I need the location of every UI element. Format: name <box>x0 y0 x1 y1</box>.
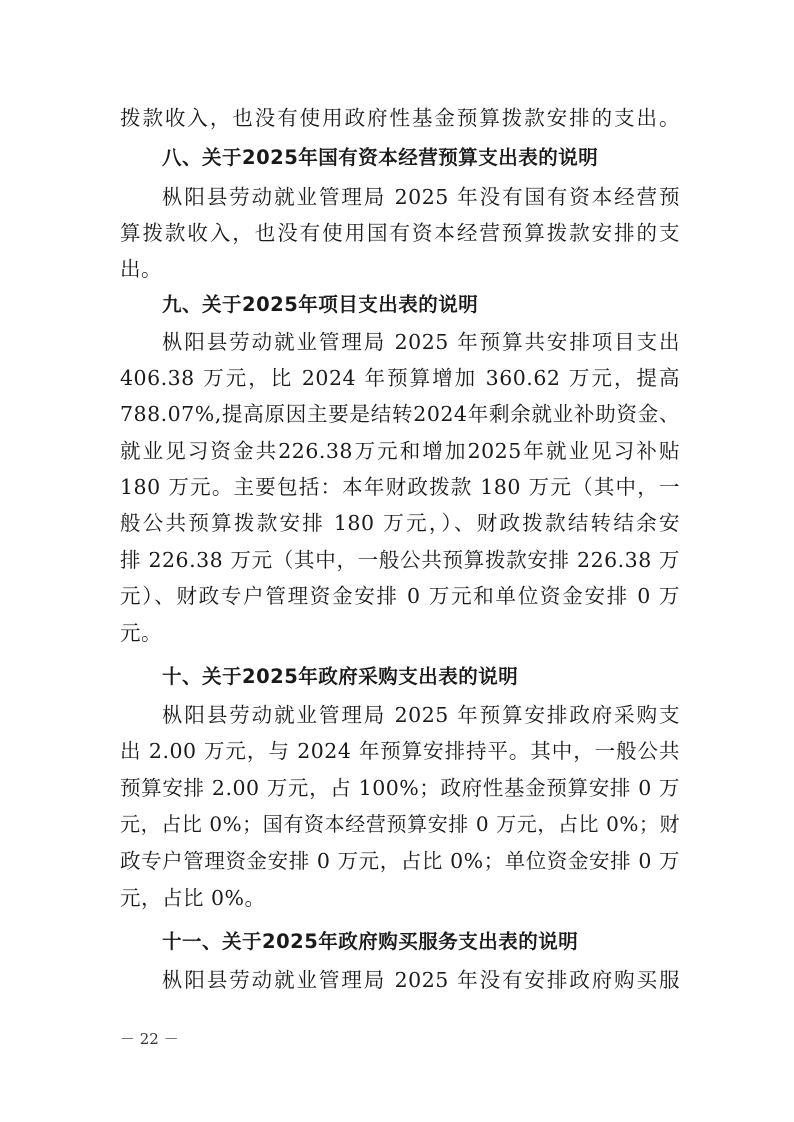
body-line: 788.07%,提高原因主要是结转2024年剩余就业补助资金、 <box>120 402 680 426</box>
body-line: 般公共预算拨款安排 180 万元，）、财政拨款结转结余安 <box>120 511 680 535</box>
body-line: 政专户管理资金安排 0 万元，占比 0%；单位资金安排 0 万 <box>120 849 680 873</box>
body-line: 406.38 万元，比 2024 年预算增加 360.62 万元，提高 <box>120 366 680 390</box>
body-line: 就业见习资金共226.38万元和增加2025年就业见习补贴 <box>120 439 680 463</box>
section-heading-8: 八、关于2025年国有资本经营预算支出表的说明 <box>162 146 599 169</box>
body-line: 枞阳县劳动就业管理局 2025 年预算共安排项目支出 <box>162 330 680 354</box>
body-line: 拨款收入，也没有使用政府性基金预算拨款安排的支出。 <box>120 106 680 130</box>
body-line: 出 2.00 万元，与 2024 年预算安排持平。其中，一般公共 <box>120 739 680 763</box>
body-line: 枞阳县劳动就业管理局 2025 年预算安排政府采购支 <box>162 703 680 727</box>
section-heading-9: 九、关于2025年项目支出表的说明 <box>162 293 479 316</box>
section-heading-11: 十一、关于2025年政府购买服务支出表的说明 <box>162 930 579 953</box>
body-line: 元）、财政专户管理资金安排 0 万元和单位资金安排 0 万 <box>120 584 680 608</box>
body-line: 枞阳县劳动就业管理局 2025 年没有国有资本经营预 <box>162 185 680 209</box>
body-line: 算拨款收入，也没有使用国有资本经营预算拨款安排的支 <box>120 221 680 245</box>
body-line: 预算安排 2.00 万元，占 100%；政府性基金预算安排 0 万 <box>120 776 680 800</box>
body-line: 180 万元。主要包括：本年财政拨款 180 万元（其中，一 <box>120 475 680 499</box>
body-line: 元。 <box>120 621 162 645</box>
body-line: 枞阳县劳动就业管理局 2025 年没有安排政府购买服 <box>162 968 680 992</box>
body-line: 元，占比 0%；国有资本经营预算安排 0 万元，占比 0%；财 <box>120 812 680 836</box>
section-heading-10: 十、关于2025年政府采购支出表的说明 <box>162 665 519 688</box>
body-line: 排 226.38 万元（其中，一般公共预算拨款安排 226.38 万 <box>120 548 680 572</box>
body-line: 元，占比 0%。 <box>120 886 266 910</box>
page-number: － 22 － <box>120 1030 179 1048</box>
body-line: 出。 <box>120 257 162 281</box>
